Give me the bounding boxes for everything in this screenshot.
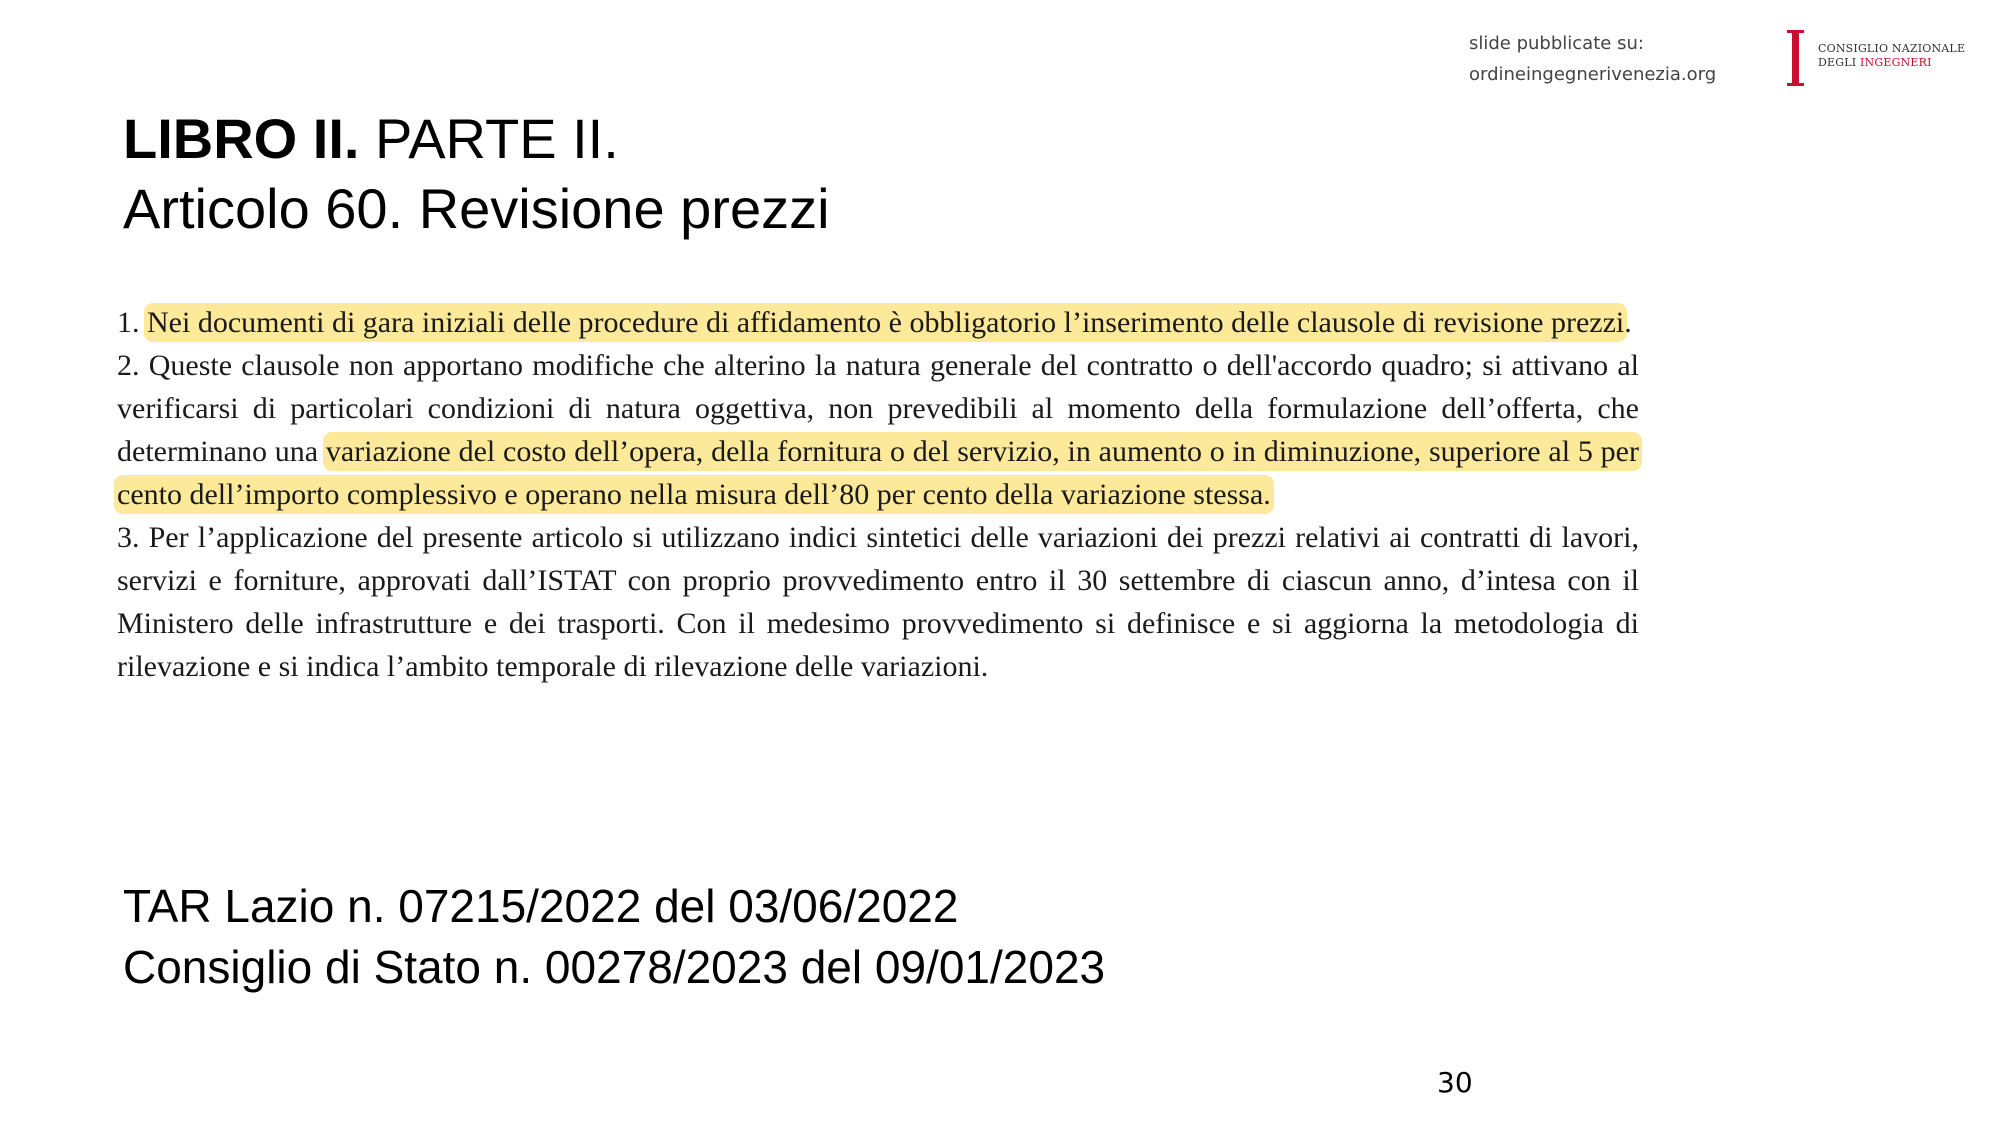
source-note	[1469, 28, 1716, 90]
article-text	[117, 301, 1639, 688]
article-paragraph-3: 3. Per l’applicazione del presente articolo si utilizzano indici sintetici delle variazioni dei prezzi relativi ai contratti di lavori, servizi e forniture, approvati dall’ISTAT con proprio provvedimento entro il 30 settembre di ciascun anno, d’intesa con il Ministero delle infrastrutture e dei trasporti. Con il medesimo provvedimento si definisce e si aggiorna la metodologia di rilevazione e si indica l’ambito temporale di rilevazione delle variazioni.	[117, 521, 1639, 683]
source-note-url: ordineingegnerivenezia.org	[1469, 64, 1717, 85]
paragraph-1-number: 1.	[117, 306, 147, 339]
logo-text-degli: DEGLI	[1818, 56, 1857, 69]
reference-tar-lazio: TAR Lazio n. 07215/2022 del 03/06/2022	[123, 880, 959, 932]
logo-text	[1818, 42, 1965, 70]
logo-i-mark-icon	[1792, 30, 1799, 86]
logo-text-line2	[1818, 56, 1965, 70]
page-number: 30	[1437, 1066, 1473, 1099]
source-note-label: slide pubblicate su:	[1469, 33, 1644, 54]
slide-title-bold: LIBRO II.	[123, 107, 360, 170]
case-references	[123, 876, 1105, 998]
slide-title	[123, 104, 830, 244]
slide-title-part: PARTE II.	[359, 107, 619, 170]
paragraph-2-text: 2. Queste clausole non apportano modifiche che alterino la natura generale del contratto o dell'accordo quadro; si attivano al verificarsi di particolari condizioni di natura oggettiva, non prevedibili al momento della formulazione dell’offerta, che determinano una	[117, 349, 1639, 468]
article-paragraph-2	[117, 344, 1639, 516]
paragraph-1-suffix: .	[1624, 306, 1632, 339]
paragraph-2-highlight: variazione del costo dell’opera, della fornitura o del servizio, in aumento o in diminuzione, superiore al 5 per cento dell’importo complessivo e operano nella misura dell’80 per cento della variazione stessa.	[117, 435, 1639, 511]
logo-text-ingegneri: INGEGNERI	[1860, 56, 1932, 69]
cni-logo	[1784, 28, 1984, 92]
paragraph-1-highlight: Nei documenti di gara iniziali delle procedure di affidamento è obbligatorio l’inserimento delle clausole di revisione prezzi	[147, 306, 1625, 339]
reference-consiglio-di-stato: Consiglio di Stato n. 00278/2023 del 09/01/2023	[123, 941, 1106, 993]
slide-title-line2: Articolo 60. Revisione prezzi	[123, 177, 830, 240]
article-paragraph-1	[117, 301, 1639, 344]
slide-title-line1	[123, 104, 830, 174]
logo-text-line1: CONSIGLIO NAZIONALE	[1818, 42, 1966, 55]
